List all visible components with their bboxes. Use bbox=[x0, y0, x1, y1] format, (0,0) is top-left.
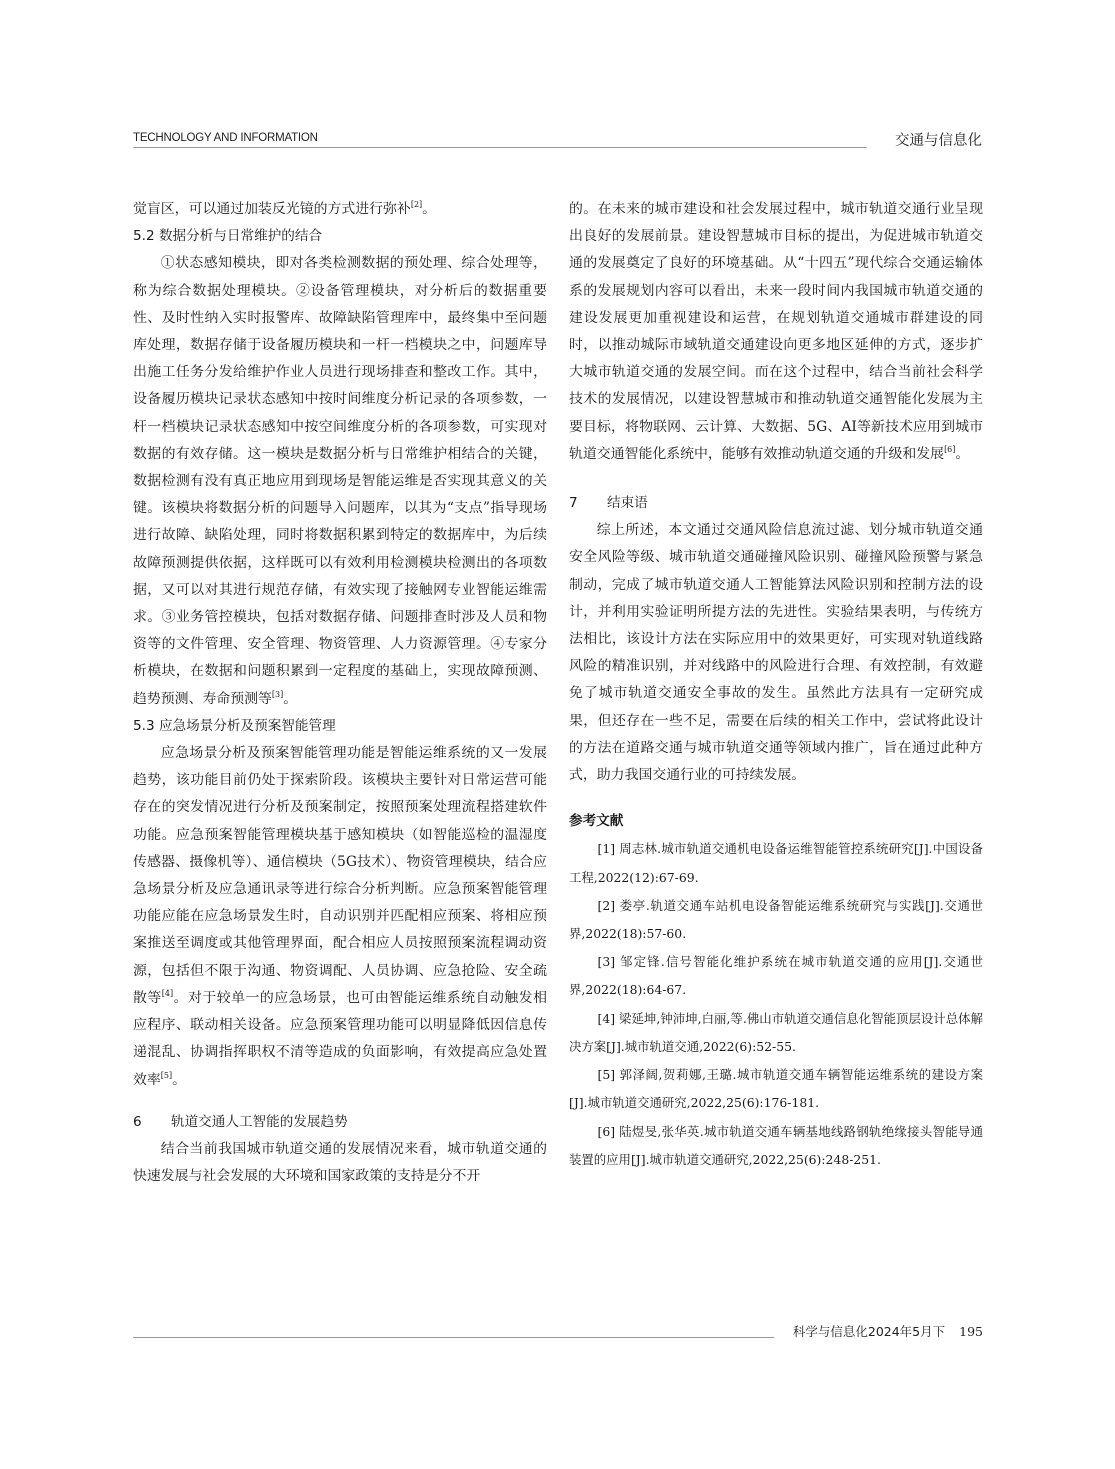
running-header-chinese: 交通与信息化 bbox=[895, 133, 982, 149]
reference-item: [3] 邹定锋.信号智能化维护系统在城市轨道交通的应用[J].交通世界,2022(18):64-67. bbox=[569, 954, 983, 998]
paragraph-conclusion: 综上所述，本文通过交通风险信息流过滤、划分城市轨道交通安全风险等级、城市轨道交通碰撞风险识别、碰撞风险预警与紧急制动，完成了城市轨道交通人工智能算法风险识别和控制方法的设计，并利用实验证明所提方法的先进性。实验结果表明，与传统方法相比，该设计方法在实际应用中的效果更好，可实现对轨道线路风险的精准识别，并对线路中的风险进行合理、有效控制，有效避免了城市轨道交通安全事故的发生。虽然此方法具有一定研究成果，但还存在一些不足，需要在后续的相关工作中，尝试将此设计的方法在道路交通与城市轨道交通等领域内推广，旨在通过此种方式，助力我国交通行业的可持续发展。 bbox=[569, 522, 983, 784]
paragraph-data-analysis: ①状态感知模块，即对各类检测数据的预处理、综合处理等，称为综合数据处理模块。②设备管理模块，对分析后的数据重要性、及时性纳入实时报警库、故障缺陷管理库中，最终集中至问题库处理，数据存储于设备履历模块和一杆一档模块之中，问题库导出施工任务分发给维护作业人员进行现场排查和整改工作。其中，设备履历模块记录状态感知中按时间维度分析记录的各项参数，一杆一档模块记录状态感知中按空间维度分析的各项参数，可实现对数据的有效存储。这一模块是数据分析与日常维护相结合的关键，数据检测有没有真正地应用到现场是智能运维是否实现其意义的关键。该模块将数据分析的问题导入问题库，以其为“支点”指导现场进行故障、缺陷处理，同时将数据积累到特定的数据库中，为后续故障预测提供依据，这样既可以有效利用检测模块检测出的各项数据，又可以对其进行规范存储，有效实现了接触网专业智能运维需求。③业务管控模块，包括对数据存储、问题排查时涉及人员和物资等的文件管理、安全管理、物资管理、人力资源管理。④专家分析模块，在数据和问题积累到一定程度的基础上，实现故障预测、趋势预测、寿命预测等[3]。 bbox=[133, 255, 547, 707]
citation: [2] bbox=[410, 200, 423, 209]
footer-divider bbox=[133, 1337, 774, 1338]
reference-item: [5] 郭泽阔,贺莉娜,王璐.城市轨道交通车辆智能运维系统的建设方案[J].城市轨道交通研究,2022,25(6):176-181. bbox=[569, 1067, 983, 1111]
paragraph-trend: 结合当前我国城市轨道交通的发展情况来看，城市轨道交通的快速发展与社会发展的大环境和国家政策的支持是分不开 bbox=[133, 1140, 547, 1185]
citation: [5] bbox=[160, 1070, 173, 1080]
paragraph-continuation: 觉盲区，可以通过加装反光镜的方式进行弥补[2]。 bbox=[133, 200, 437, 217]
paragraph-emergency: 应急场景分析及预案智能管理功能是智能运维系统的又一发展趋势，该功能目前仍处于探索阶段。该模块主要针对日常运营可能存在的突发情况进行分析及预案制定，按照预案处理流程搭建软件功能。应急预案智能管理模块基于感知模块（如智能巡检的温湿度传感器、摄像机等）、通信模块（5G技术）、物资管理模块，结合应急场景分析及应急通讯录等进行综合分析判断。应急预案智能管理功能应能在应急场景发生时，自动识别并匹配相应预案、将相应预案推送至调度或其他管理界面，配合相应人员按照预案流程调动资源，包括但不限于沟通、物资调配、人员协调、应急抢险、安全疏散等[4]。对于较单一的应急场景，也可由智能运维系统自动触发相应程序、联动相关设备。应急预案管理功能可以明显降低因信息传递混乱、协调指挥职权不清等造成的负面影响，有效提高应急处置效率[5]。 bbox=[133, 745, 547, 1088]
section-heading-5-3: 5.3 应急场景分析及预案智能管理 bbox=[133, 717, 336, 734]
citation: [3] bbox=[271, 689, 284, 699]
paragraph-continuation: 的。在未来的城市建设和社会发展过程中，城市轨道交通行业呈现出良好的发展前景。建设智慧城市目标的提出，为促进城市轨道交通的发展奠定了良好的环境基础。从“十四五”现代综合交通运输体系的发展规划内容可以看出，未来一段时间内我国城市轨道交通的建设发展更加重视建设和运营，在规划轨道交通城市群建设的同时，以推动城际市域轨道交通建设向更多地区延伸的方式，逐步扩大城市轨道交通的发展空间。而在这个过程中，结合当前社会科学技术的发展情况，以建设智慧城市和推动轨道交通智能化发展为主要目标，将物联网、云计算、大数据、5G、AI等新技术应用到城市轨道交通智能化系统中，能够有效推动轨道交通的升级和发展[6]。 bbox=[569, 201, 983, 462]
section-heading-7: 7 结束语 bbox=[569, 495, 648, 512]
footer bbox=[793, 1322, 983, 1340]
citation: [4] bbox=[161, 988, 174, 998]
reference-item: [4] 梁延坤,钟沛坤,白丽,等.佛山市轨道交通信息化智能顶层设计总体解决方案[J].城市轨道交通,2022(6):52-55. bbox=[569, 1010, 983, 1054]
reference-item: [1] 周志林.城市轨道交通机电设备运维智能管控系统研究[J].中国设备工程,2022(12):67-69. bbox=[569, 841, 983, 885]
running-header-english: TECHNOLOGY AND INFORMATION bbox=[133, 132, 318, 144]
page-number: 195 bbox=[959, 1324, 983, 1339]
reference-item: [2] 娄亭.轨道交通车站机电设备智能运维系统研究与实践[J].交通世界,2022(18):57-60. bbox=[569, 897, 983, 942]
journal-issue: 科学与信息化2024年5月下 bbox=[792, 1324, 946, 1339]
references-heading: 参考文献 bbox=[569, 813, 624, 830]
reference-item: [6] 陆煜旻,张华英.城市轨道交通车辆基地线路钢轨绝缘接头智能导通装置的应用[J].城市轨道交通研究,2022,25(6):248-251. bbox=[569, 1123, 983, 1167]
left-column bbox=[133, 196, 547, 1190]
section-heading-5-2: 5.2 数据分析与日常维护的结合 bbox=[133, 228, 323, 245]
header-divider bbox=[133, 147, 867, 148]
citation: [6] bbox=[944, 444, 956, 454]
section-heading-6: 6 轨道交通人工智能的发展趋势 bbox=[133, 1113, 348, 1130]
right-column bbox=[569, 196, 983, 1174]
